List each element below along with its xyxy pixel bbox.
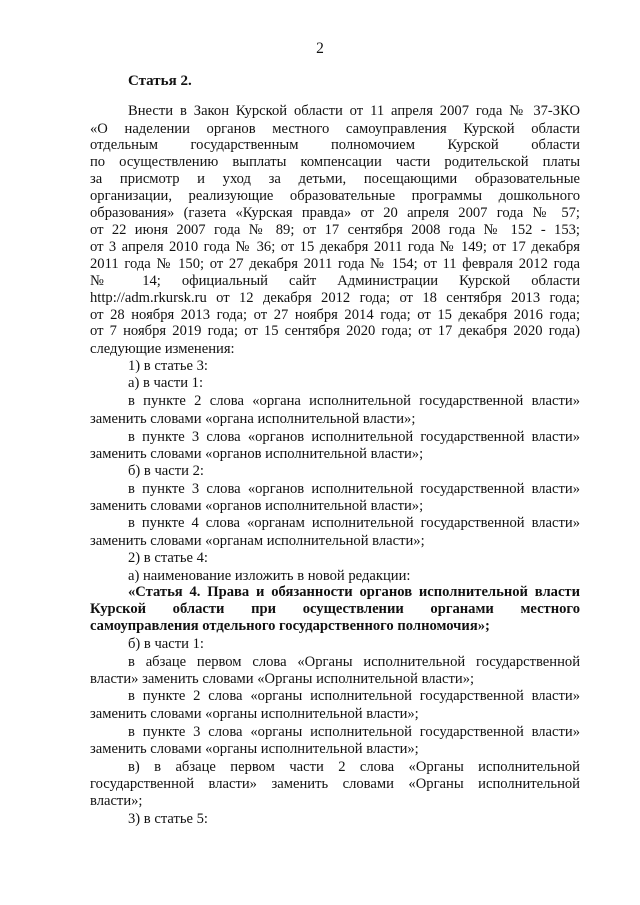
text-line: 1) в статье 3: (128, 358, 208, 374)
text-line: 2) в статье 4: (128, 550, 208, 566)
text-line: б) в части 2: (128, 463, 204, 479)
text-line: Внести в Закон Курской области от 11 апреля 2007 года № 37-ЗКО (128, 103, 580, 119)
text-line: организации, реализующие образовательные программы дошкольного (90, 188, 580, 204)
text-line: государственной власти» заменить словами «Органы исполнительной (90, 776, 580, 792)
text-line: образования» (газета «Курская правда» от 20 апреля 2007 года № 57; (90, 205, 580, 221)
text-line: № 14; официальный сайт Администрации Курской области (90, 273, 580, 289)
text-line: власти»; (90, 793, 143, 809)
article-title: Статья 2. (128, 73, 192, 89)
text-line: заменить словами «органам исполнительной власти»; (90, 533, 425, 549)
text-line: «Статья 4. Права и обязанности органов исполнительной власти (128, 584, 580, 600)
text-line: в пункте 3 слова «органы исполнительной государственной власти» (128, 724, 580, 740)
text-line: следующие изменения: (90, 341, 235, 357)
text-line: заменить словами «органы исполнительной власти»; (90, 706, 419, 722)
text-line: http://adm.rkursk.ru от 12 декабря 2012 года; от 18 сентября 2013 года; (90, 290, 580, 306)
text-line: власти» заменить словами «Органы исполнительной власти»; (90, 671, 475, 687)
text-line: от 22 июня 2007 года № 89; от 17 сентября 2008 года № 152 - 153; (90, 222, 580, 238)
text-line: в пункте 3 слова «органов исполнительной государственной власти» (128, 429, 580, 445)
text-line: Курской области при осуществлении органами местного (90, 601, 580, 617)
text-line: за присмотр и уход за детьми, посещающими образовательные (90, 171, 580, 187)
text-line: 2011 года № 150; от 27 декабря 2011 года № 154; от 11 февраля 2012 года (90, 256, 580, 272)
text-line: заменить словами «органы исполнительной власти»; (90, 741, 419, 757)
text-line: самоуправления отдельного государственного полномочия»; (90, 618, 490, 634)
text-line: в абзаце первом слова «Органы исполнительной государственной (128, 654, 580, 670)
text-line: «О наделении органов местного самоуправления Курской области (90, 121, 580, 137)
text-line: по осуществлению выплаты компенсации части родительской платы (90, 154, 580, 170)
text-line: в пункте 4 слова «органам исполнительной государственной власти» (128, 515, 580, 531)
text-line: в пункте 3 слова «органов исполнительной государственной власти» (128, 481, 580, 497)
text-line: заменить словами «органов исполнительной власти»; (90, 498, 424, 514)
text-line: от 7 ноября 2019 года; от 15 сентября 2020 года; от 17 декабря 2020 года) (90, 323, 580, 339)
text-line: б) в части 1: (128, 636, 204, 652)
text-line: отдельным государственным полномочием Курской области (90, 137, 580, 153)
text-line: а) наименование изложить в новой редакции: (128, 568, 411, 584)
text-line: в пункте 2 слова «органа исполнительной государственной власти» (128, 393, 580, 409)
page-number: 2 (316, 40, 324, 57)
text-line: в) в абзаце первом части 2 слова «Органы исполнительной (128, 759, 580, 775)
text-line: от 28 ноября 2013 года; от 27 ноября 2014 года; от 15 декабря 2016 года; (90, 307, 580, 323)
text-line: в пункте 2 слова «органы исполнительной государственной власти» (128, 688, 580, 704)
text-line: от 3 апреля 2010 года № 36; от 15 декабря 2011 года № 149; от 17 декабря (90, 239, 580, 255)
text-line: 3) в статье 5: (128, 811, 208, 827)
text-line: а) в части 1: (128, 375, 204, 391)
text-line: заменить словами «органа исполнительной власти»; (90, 411, 416, 427)
text-line: заменить словами «органов исполнительной власти»; (90, 446, 424, 462)
